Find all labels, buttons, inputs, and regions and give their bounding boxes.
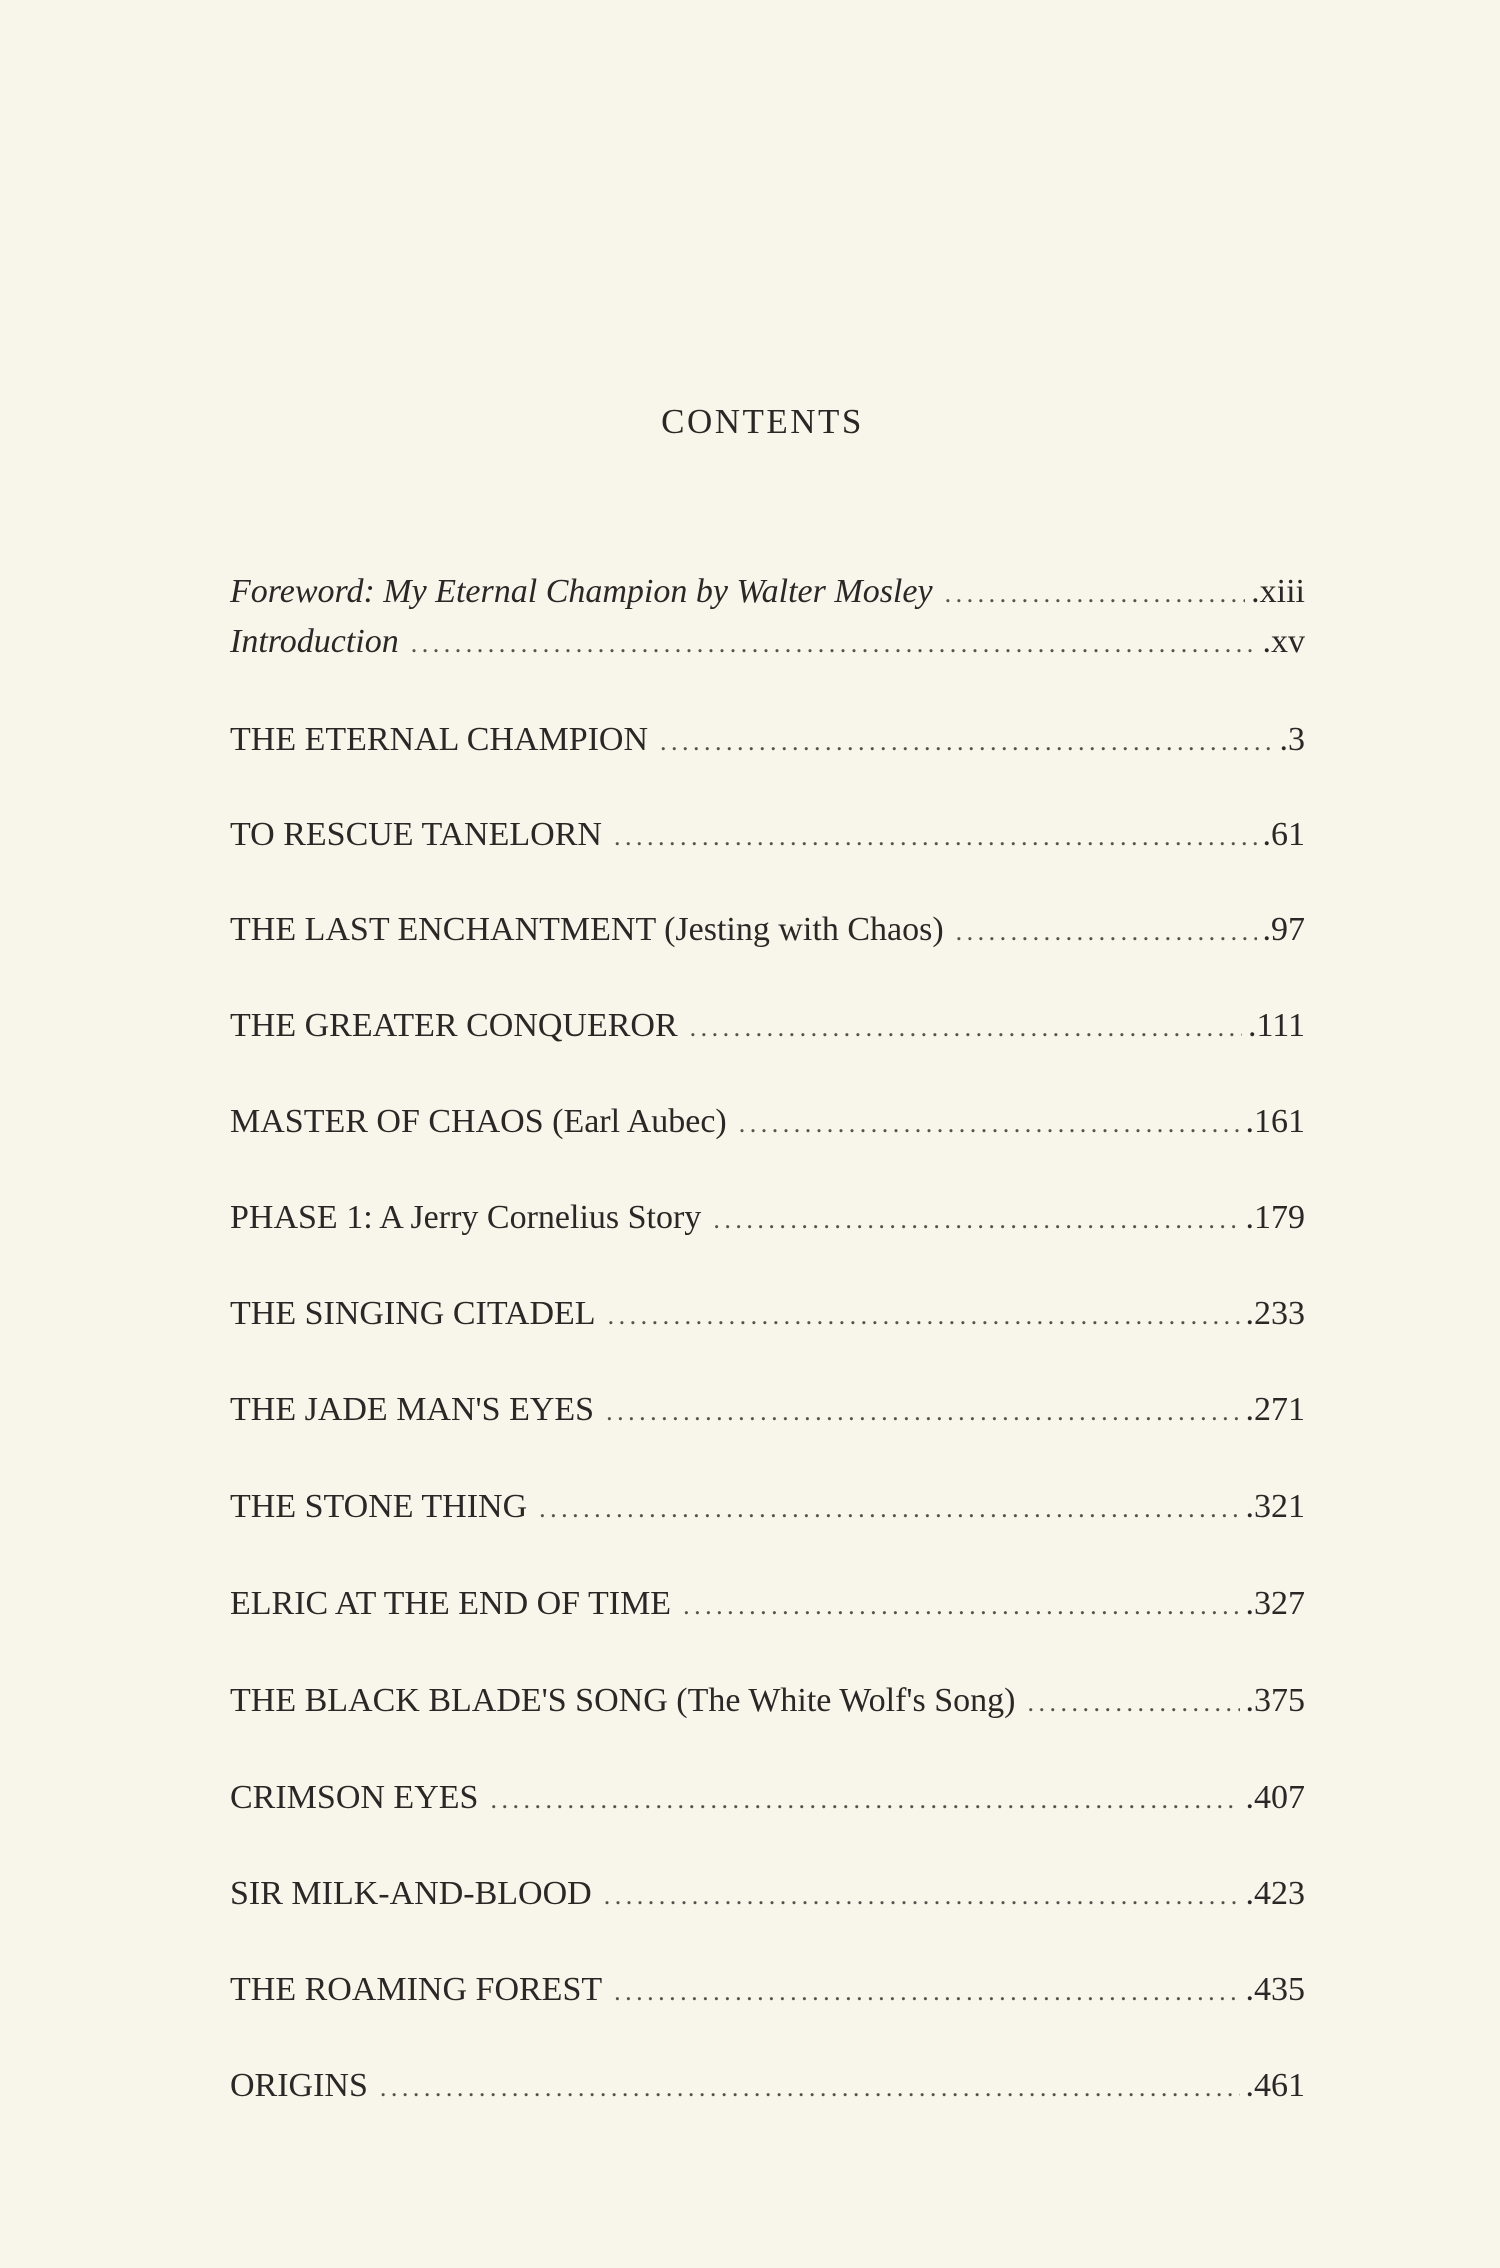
dot-leader bbox=[411, 622, 1257, 666]
toc-entry-title: THE ETERNAL CHAMPION bbox=[230, 721, 649, 758]
toc-entry bbox=[230, 718, 1305, 764]
toc-entry-title: PHASE 1: A Jerry Cornelius Story bbox=[230, 1199, 702, 1236]
toc-entry-page: .111 bbox=[1248, 1007, 1305, 1044]
toc-entry bbox=[230, 1776, 1305, 1822]
toc-entry-page: .407 bbox=[1245, 1779, 1305, 1816]
toc-entry-title: ORIGINS bbox=[230, 2067, 368, 2104]
dot-leader bbox=[604, 1874, 1240, 1918]
toc-entry-title: SIR MILK-AND-BLOOD bbox=[230, 1875, 592, 1912]
page-title: CONTENTS bbox=[661, 402, 864, 441]
toc-entry-title: THE GREATER CONQUEROR bbox=[230, 1007, 678, 1044]
toc-entry-page: .xv bbox=[1262, 623, 1305, 660]
toc-entry bbox=[230, 1100, 1305, 1146]
dot-leader bbox=[606, 1390, 1239, 1434]
dot-leader bbox=[490, 1778, 1239, 1822]
dot-leader bbox=[690, 1006, 1242, 1050]
toc-entry-page: .321 bbox=[1245, 1488, 1305, 1525]
toc-entry-title: MASTER OF CHAOS (Earl Aubec) bbox=[230, 1103, 727, 1140]
toc-entry bbox=[230, 1004, 1305, 1050]
toc-entry-title: THE BLACK BLADE'S SONG (The White Wolf's Song) bbox=[230, 1682, 1016, 1719]
toc-entry-foreword bbox=[230, 570, 1305, 616]
dot-leader bbox=[614, 1970, 1239, 2014]
dot-leader bbox=[945, 572, 1246, 616]
toc-entry bbox=[230, 1196, 1305, 1242]
dot-leader bbox=[539, 1487, 1239, 1531]
dot-leader bbox=[608, 1294, 1240, 1338]
toc-entry-page: .375 bbox=[1245, 1682, 1305, 1719]
dot-leader bbox=[614, 815, 1257, 859]
toc-entry-page: .179 bbox=[1245, 1199, 1305, 1236]
dot-leader bbox=[956, 910, 1257, 954]
toc-entry-title: THE JADE MAN'S EYES bbox=[230, 1391, 595, 1428]
dot-leader bbox=[380, 2066, 1240, 2110]
toc-entry bbox=[230, 2064, 1305, 2110]
toc-entry bbox=[230, 1872, 1305, 1918]
toc-entry-page: .161 bbox=[1245, 1103, 1305, 1140]
toc-entry bbox=[230, 908, 1305, 954]
toc-entry bbox=[230, 1679, 1305, 1725]
toc-entry-page: .61 bbox=[1262, 816, 1305, 853]
toc-entry-title: THE ROAMING FOREST bbox=[230, 1971, 603, 2008]
toc-entry-title: Foreword: My Eternal Champion by Walter Mosley bbox=[230, 573, 933, 610]
toc-entry-page: .461 bbox=[1245, 2067, 1305, 2104]
dot-leader bbox=[683, 1584, 1239, 1628]
toc-entry-page: .97 bbox=[1262, 911, 1305, 948]
toc-entry-page: .233 bbox=[1245, 1295, 1305, 1332]
toc-entry-page: .271 bbox=[1245, 1391, 1305, 1428]
toc-entry-page: .435 bbox=[1245, 1971, 1305, 2008]
toc-entry bbox=[230, 1388, 1305, 1434]
toc-entry bbox=[230, 1292, 1305, 1338]
toc-entry-introduction bbox=[230, 620, 1305, 666]
dot-leader bbox=[1028, 1681, 1240, 1725]
toc-entry-title: CRIMSON EYES bbox=[230, 1779, 479, 1816]
toc-entry bbox=[230, 1582, 1305, 1628]
dot-leader bbox=[713, 1198, 1239, 1242]
dot-leader bbox=[660, 720, 1273, 764]
toc-entry-page: .423 bbox=[1245, 1875, 1305, 1912]
toc-entry-page: .xiii bbox=[1251, 573, 1305, 610]
toc-entry-page: .3 bbox=[1279, 721, 1305, 758]
dot-leader bbox=[739, 1102, 1240, 1146]
toc-entry bbox=[230, 1485, 1305, 1531]
toc-entry-page: .327 bbox=[1245, 1585, 1305, 1622]
toc-entry-title: THE STONE THING bbox=[230, 1488, 528, 1525]
toc-entry-title: THE SINGING CITADEL bbox=[230, 1295, 596, 1332]
toc-entry-title: Introduction bbox=[230, 623, 399, 660]
toc-entry-title: TO RESCUE TANELORN bbox=[230, 816, 602, 853]
toc-entry-title: ELRIC AT THE END OF TIME bbox=[230, 1585, 672, 1622]
toc-entry bbox=[230, 813, 1305, 859]
toc-entry-title: THE LAST ENCHANTMENT (Jesting with Chaos) bbox=[230, 911, 944, 948]
toc-entry bbox=[230, 1968, 1305, 2014]
